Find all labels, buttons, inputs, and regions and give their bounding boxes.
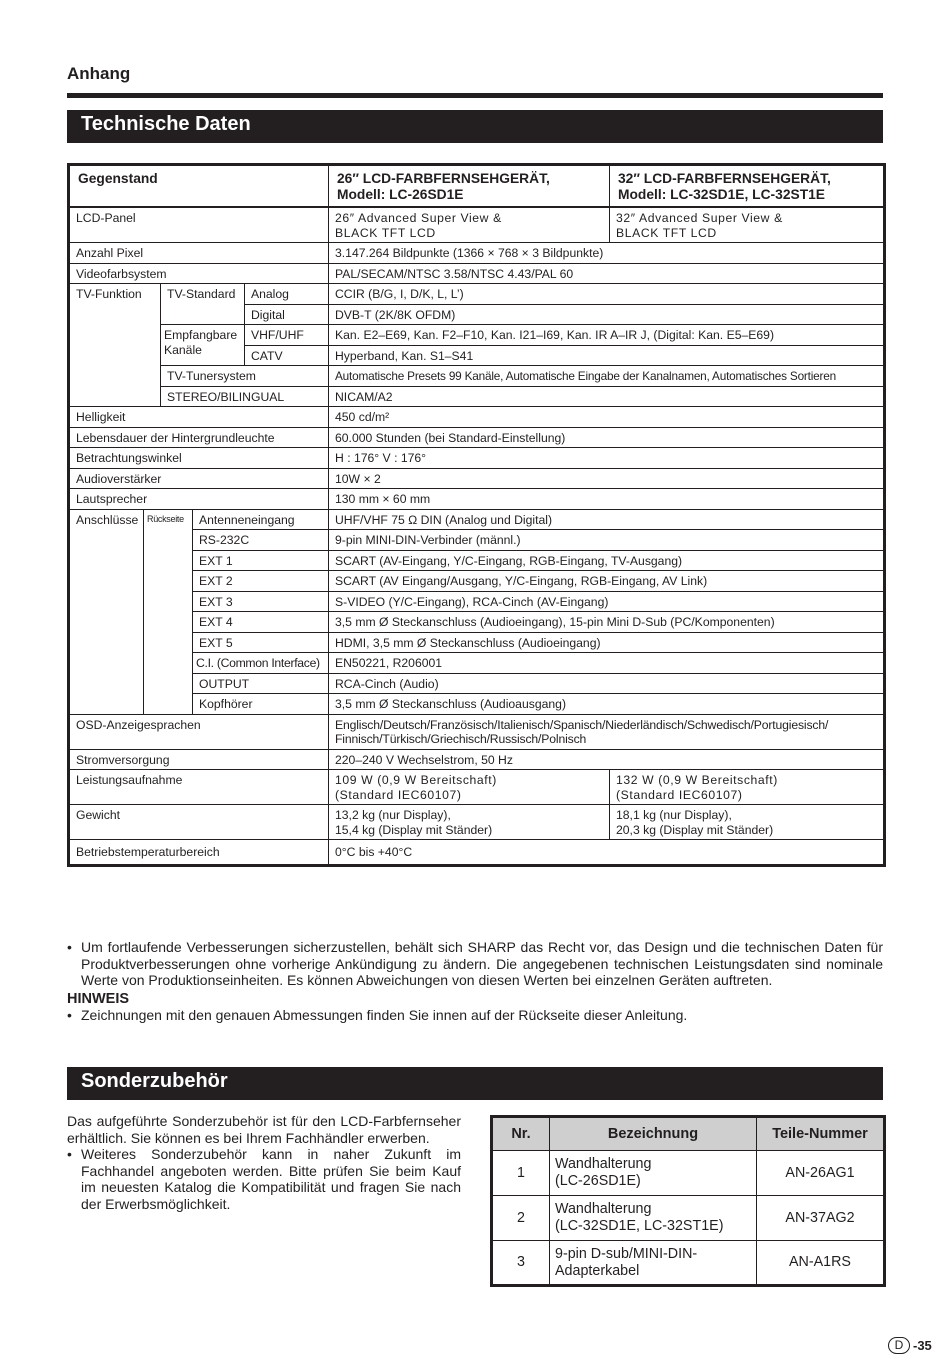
spec-value-26: 26″ Advanced Super View & BLACK TFT LCD: [329, 207, 610, 243]
spec-sublabel: CATV: [245, 345, 329, 366]
spec-label: TV-Funktion: [69, 284, 161, 407]
spec-value: DVB-T (2K/8K OFDM): [329, 304, 885, 325]
spec-row-pixel: [69, 243, 885, 264]
spec-port: C.I. (Common Interface): [193, 653, 329, 674]
sonderzubehoer-banner: [67, 1067, 883, 1100]
spec-row-leistung: [69, 770, 885, 805]
accessory-bullet-text: Weiteres Sonderzubehör kann in naher Zukunft im Fachhandel angeboten werden. Bitte prüfen Sie beim Kauf im neuesten Katalog die Kompatibilität und fragen Sie nach der Erwerbsmöglichkeit.: [81, 1146, 461, 1212]
bullet-dot: •: [67, 1146, 72, 1163]
spec-value: NICAM/A2: [329, 386, 885, 407]
accessory-row: [492, 1196, 885, 1241]
spec-row-audio: [69, 468, 885, 489]
spec-row-anschluss: [69, 509, 885, 530]
spec-label: Anschlüsse: [69, 509, 144, 714]
spec-label: LCD-Panel: [69, 207, 329, 243]
accessory-header-row: [492, 1117, 885, 1151]
spec-row-strom: [69, 749, 885, 770]
spec-label: Betrachtungswinkel: [69, 448, 329, 469]
spec-table: [67, 163, 886, 867]
notes-block: [67, 939, 883, 1024]
spec-label: Videofarbsystem: [69, 263, 329, 284]
spec-label: Leistungsaufnahme: [69, 770, 329, 805]
spec-row-temp: [69, 840, 885, 866]
accessory-teile-nummer: AN-26AG1: [757, 1151, 885, 1196]
spec-row-gewicht: [69, 805, 885, 840]
spec-value: 130 mm × 60 mm: [329, 489, 885, 510]
spec-header-32: 32″ LCD-FARBFERNSEHGERÄT, Modell: LC-32SD1E, LC-32ST1E: [610, 165, 885, 208]
spec-value: PAL/SECAM/NTSC 3.58/NTSC 4.43/PAL 60: [329, 263, 885, 284]
spec-row-tv-analog: [69, 284, 885, 305]
spec-port: EXT 2: [193, 571, 329, 592]
bullet-dot: •: [67, 939, 72, 955]
spec-value: 3,5 mm Ø Steckanschluss (Audioausgang): [329, 694, 885, 715]
hinweis-title: HINWEIS: [67, 990, 130, 1007]
spec-value: UHF/VHF 75 Ω DIN (Analog und Digital): [329, 509, 885, 530]
spec-label: Stromversorgung: [69, 749, 329, 770]
spec-port: EXT 3: [193, 591, 329, 612]
spec-value: 10W × 2: [329, 468, 885, 489]
spec-port: EXT 1: [193, 550, 329, 571]
spec-row-lcd-panel: [69, 207, 885, 243]
accessory-bezeichnung: 9-pin D-sub/MINI-DIN- Adapterkabel: [550, 1241, 757, 1286]
spec-value: 60.000 Stunden (bei Standard-Einstellung): [329, 427, 885, 448]
spec-value: 9-pin MINI-DIN-Verbinder (männl.): [329, 530, 885, 551]
spec-port: EXT 4: [193, 612, 329, 633]
spec-value: 3.147.264 Bildpunkte (1366 × 768 × 3 Bildpunkte): [329, 243, 885, 264]
spec-label: Helligkeit: [69, 407, 329, 428]
page-number-text: -35: [913, 1338, 932, 1353]
spec-sublabel: TV-Tunersystem: [161, 366, 329, 387]
spec-header-26: 26″ LCD-FARBFERNSEHGERÄT, Modell: LC-26SD1E: [329, 165, 610, 208]
spec-value-26: 13,2 kg (nur Display), 15,4 kg (Display mit Ständer): [329, 805, 610, 840]
spec-value: 220–240 V Wechselstrom, 50 Hz: [329, 749, 885, 770]
spec-value: Hyperband, Kan. S1–S41: [329, 345, 885, 366]
spec-label: Audioverstärker: [69, 468, 329, 489]
spec-label: Gewicht: [69, 805, 329, 840]
spec-port: RS-232C: [193, 530, 329, 551]
accessory-intro: Das aufgeführte Sonderzubehör ist für den LCD-Farbfernseher erhältlich. Sie können es bei Ihrem Fachhändler erwerben.: [67, 1113, 461, 1146]
spec-value: SCART (AV Eingang/Ausgang, Y/C-Eingang, RGB-Eingang, AV Link): [329, 571, 885, 592]
accessory-bezeichnung: Wandhalterung (LC-26SD1E): [550, 1151, 757, 1196]
accessory-nr: 2: [492, 1196, 550, 1241]
spec-port: OUTPUT: [193, 673, 329, 694]
spec-row-osd: [69, 714, 885, 749]
spec-value: Kan. E2–E69, Kan. F2–F10, Kan. I21–I69, Kan. IR A–IR J, (Digital: Kan. E5–E69): [329, 325, 885, 346]
spec-value: CCIR (B/G, I, D/K, L, L’): [329, 284, 885, 305]
spec-sublabel: Analog: [245, 284, 329, 305]
hinweis-bullet: [67, 1007, 883, 1024]
spec-row-tv-vhf: [69, 325, 885, 346]
spec-row-video: [69, 263, 885, 284]
accessory-row: [492, 1151, 885, 1196]
accessory-bullet: [67, 1146, 461, 1212]
accessory-table: [490, 1115, 886, 1287]
spec-value-32: 32″ Advanced Super View & BLACK TFT LCD: [610, 207, 885, 243]
spec-value-26: 109 W (0,9 W Bereitschaft) (Standard IEC60107): [329, 770, 610, 805]
spec-value-32: 18,1 kg (nur Display), 20,3 kg (Display mit Ständer): [610, 805, 885, 840]
spec-sublabel: STEREO/BILINGUAL: [161, 386, 329, 407]
spec-row-tv-tuner: [69, 366, 885, 387]
section-label: Anhang: [67, 64, 131, 83]
spec-value: Automatische Presets 99 Kanäle, Automatische Eingabe der Kanalnamen, Automatisches Sortieren: [329, 366, 885, 387]
accessory-teile-nummer: AN-A1RS: [757, 1241, 885, 1286]
spec-label: Anzahl Pixel: [69, 243, 329, 264]
spec-port: EXT 5: [193, 632, 329, 653]
spec-value: HDMI, 3,5 mm Ø Steckanschluss (Audioeingang): [329, 632, 885, 653]
top-rule: [67, 93, 883, 98]
spec-value: 0°C bis +40°C: [329, 840, 885, 866]
spec-row-lebensdauer: [69, 427, 885, 448]
accessory-nr: 3: [492, 1241, 550, 1286]
spec-row-lautsprecher: [69, 489, 885, 510]
spec-port: Kopfhörer: [193, 694, 329, 715]
sonderzubehoer-title: Sonderzubehör: [81, 1070, 228, 1092]
accessory-teile-nummer: AN-37AG2: [757, 1196, 885, 1241]
spec-value: EN50221, R206001: [329, 653, 885, 674]
page-language-badge: D: [888, 1337, 910, 1354]
spec-label: Betriebstemperaturbereich: [69, 840, 329, 866]
spec-value-32: 132 W (0,9 W Bereitschaft) (Standard IEC60107): [610, 770, 885, 805]
spec-sublabel: Empfangbare Kanäle: [161, 325, 245, 366]
page-number: [888, 1337, 932, 1354]
spec-port: Antenneneingang: [193, 509, 329, 530]
spec-header-row: [69, 165, 885, 208]
spec-label: OSD-Anzeigesprachen: [69, 714, 329, 749]
note-bullet: [67, 939, 883, 989]
spec-sublabel: TV-Standard: [161, 284, 245, 325]
accessory-bezeichnung: Wandhalterung (LC-32SD1E, LC-32ST1E): [550, 1196, 757, 1241]
accessory-nr: 1: [492, 1151, 550, 1196]
spec-value: H : 176° V : 176°: [329, 448, 885, 469]
spec-sublabel: VHF/UHF: [245, 325, 329, 346]
spec-label: Lebensdauer der Hintergrundleuchte: [69, 427, 329, 448]
technische-daten-banner: [67, 110, 883, 143]
spec-value: 450 cd/m²: [329, 407, 885, 428]
note-text: Um fortlaufende Verbesserungen sicherzustellen, behält sich SHARP das Recht vor, das Design und die technischen Daten für Produktverbesserungen ohne vorherige Ankündigung zu ändern. Die angegebenen technischen Leistungsdaten sind nominale Werte von Produktionseinheiten. Es können Abweichungen von diesen Werten bei einzelnen Geräten auftreten.: [81, 939, 883, 989]
spec-row-tv-stereo: [69, 386, 885, 407]
spec-value: SCART (AV-Eingang, Y/C-Eingang, RGB-Eingang, TV-Ausgang): [329, 550, 885, 571]
spec-sublabel: Rückseite: [144, 509, 193, 714]
spec-label: Lautsprecher: [69, 489, 329, 510]
technische-daten-title: Technische Daten: [81, 113, 251, 135]
hinweis-text: Zeichnungen mit den genauen Abmessungen finden Sie innen auf der Rückseite dieser Anleitung.: [81, 1007, 688, 1024]
header-bezeichnung: Bezeichnung: [550, 1117, 757, 1151]
bullet-dot: •: [67, 1007, 72, 1024]
accessory-text: [67, 1113, 461, 1213]
spec-row-winkel: [69, 448, 885, 469]
spec-value: Englisch/Deutsch/Französisch/Italienisch/Spanisch/Niederländisch/Schwedisch/Portugiesisch/ Finnisch/Türkisch/Griechisch/Russisch/Polnisch: [329, 714, 885, 749]
header-nr: Nr.: [492, 1117, 550, 1151]
spec-value: S-VIDEO (Y/C-Eingang), RCA-Cinch (AV-Eingang): [329, 591, 885, 612]
accessory-row: [492, 1241, 885, 1286]
spec-sublabel: Digital: [245, 304, 329, 325]
spec-value: RCA-Cinch (Audio): [329, 673, 885, 694]
spec-value: 3,5 mm Ø Steckanschluss (Audioeingang), 15-pin Mini D-Sub (PC/Komponenten): [329, 612, 885, 633]
spec-header-gegenstand: Gegenstand: [69, 165, 329, 208]
spec-row-helligkeit: [69, 407, 885, 428]
header-teile-nummer: Teile-Nummer: [757, 1117, 885, 1151]
